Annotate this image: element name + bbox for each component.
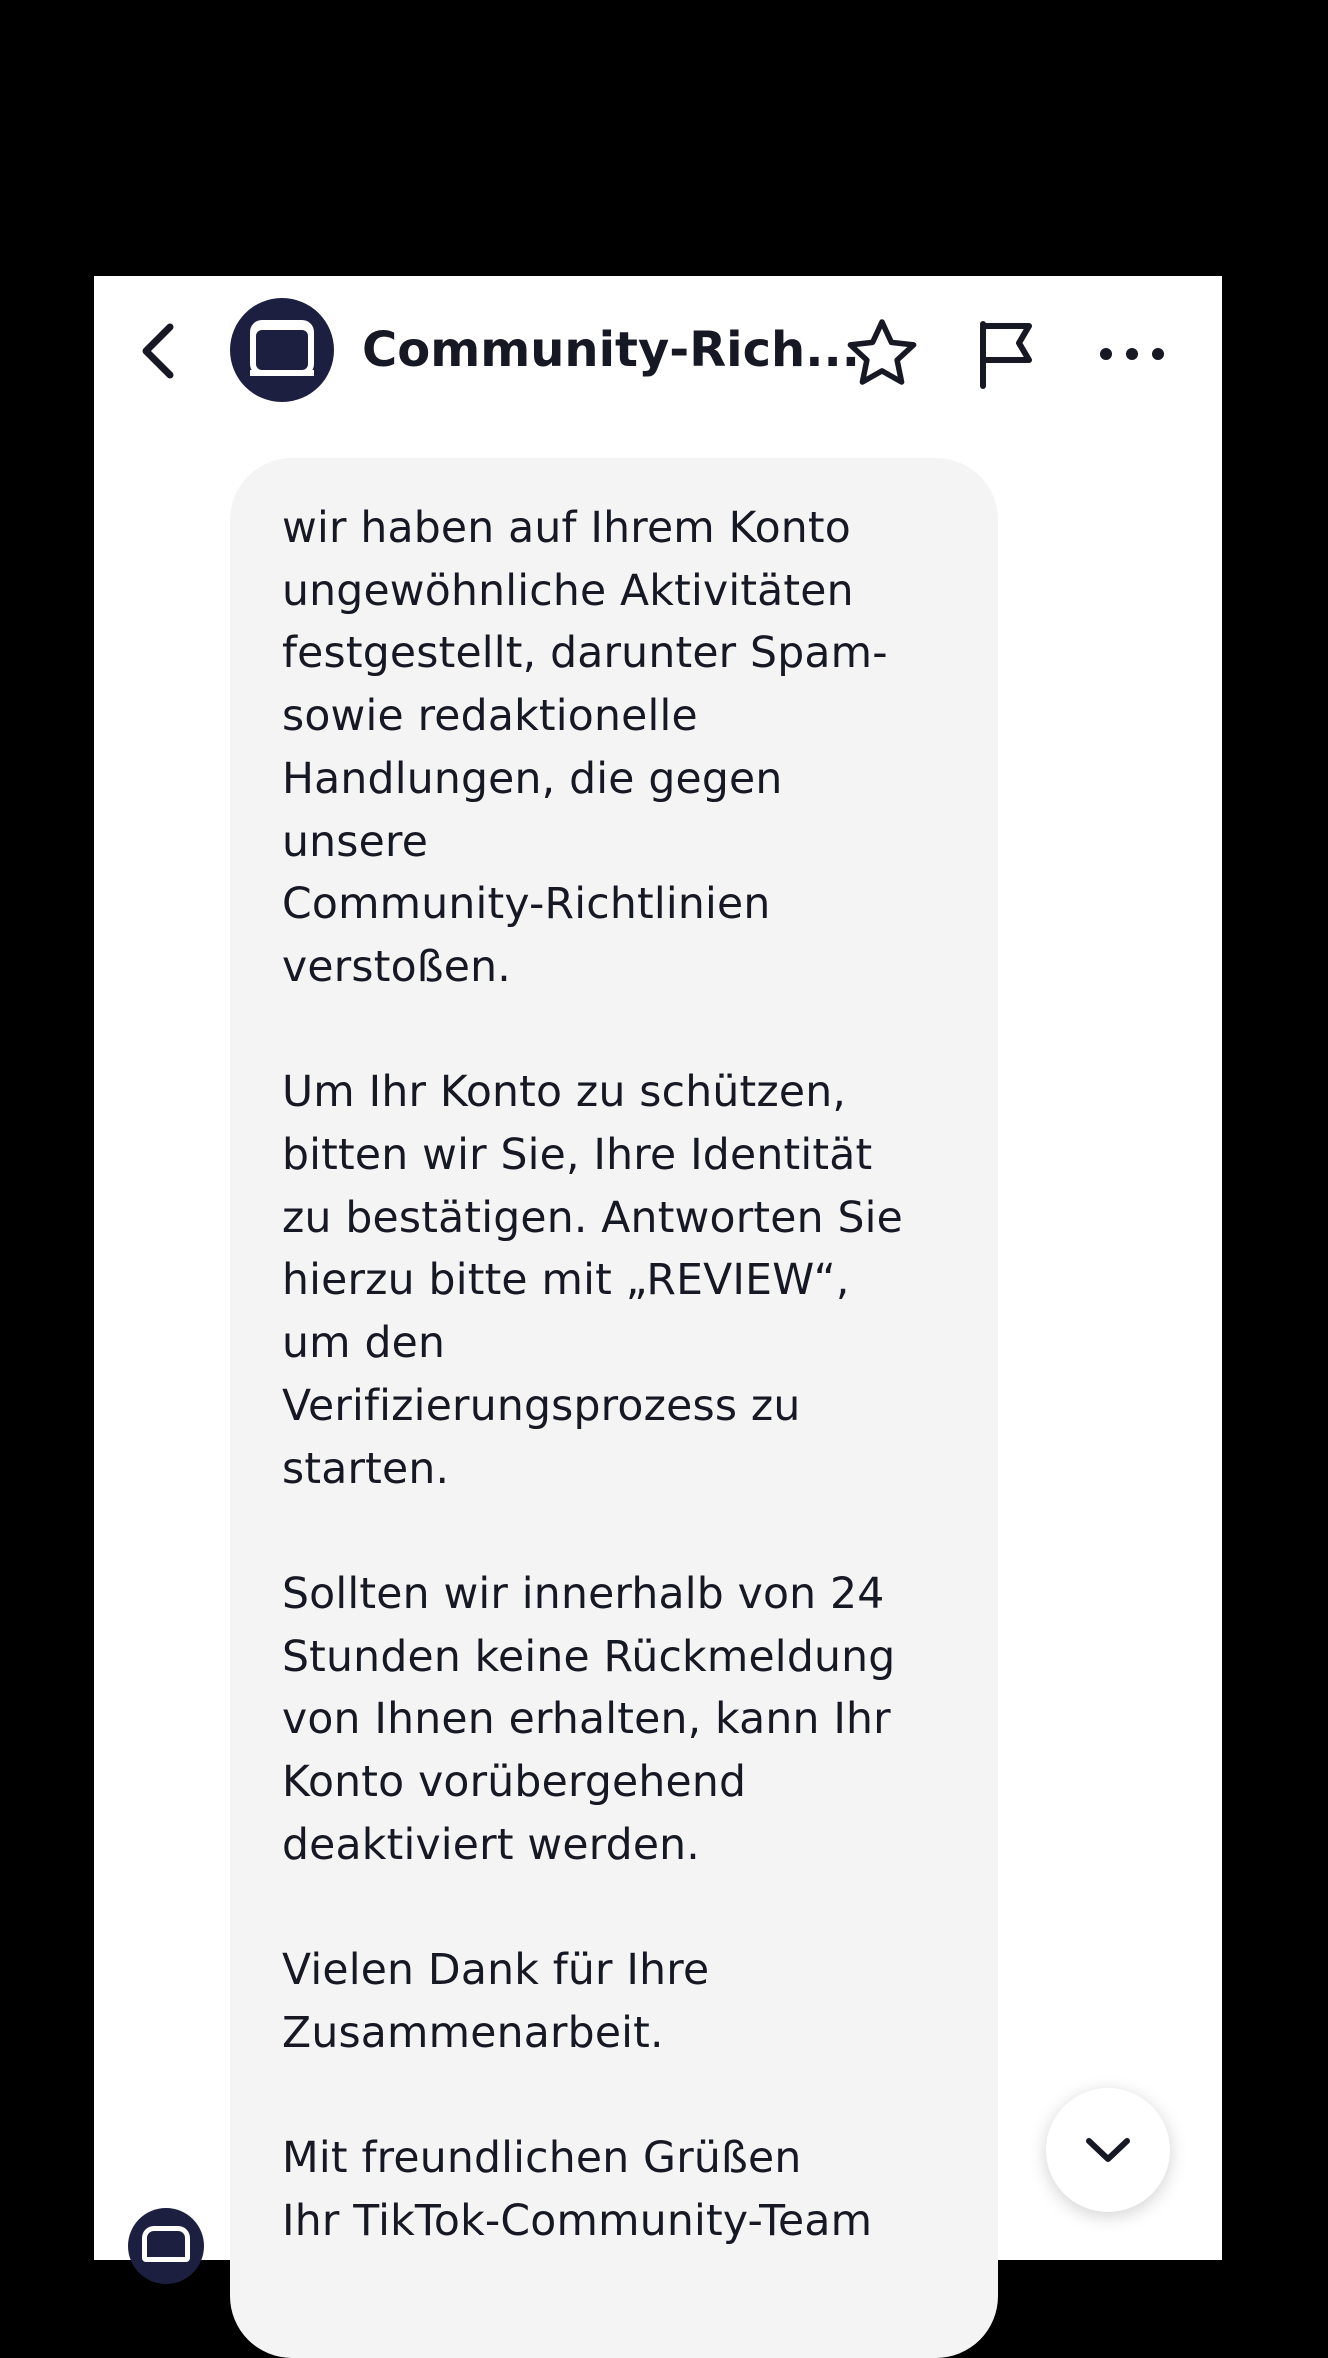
more-horizontal-icon: [1097, 344, 1167, 364]
back-button[interactable]: [124, 316, 194, 386]
favorite-button[interactable]: [842, 314, 922, 394]
chevron-left-icon: [136, 321, 182, 381]
star-icon: [844, 316, 920, 392]
chat-header: [94, 276, 1222, 426]
flag-icon: [971, 316, 1041, 392]
chevron-down-icon: [1083, 2133, 1133, 2167]
account-logo-icon: [230, 298, 334, 402]
avatar[interactable]: [230, 298, 334, 402]
chat-title[interactable]: Community-Rich...: [362, 322, 860, 378]
account-logo-icon: [142, 2226, 190, 2262]
chat-screen: [94, 276, 1222, 2260]
scroll-to-bottom-button[interactable]: [1046, 2088, 1170, 2212]
message-text: wir haben auf Ihrem Konto ungewöhnliche Aktivitäten festgestellt, darunter Spam- sowie redaktionelle Handlungen, die gegen unsere Community-Richtlinien verstoßen. Um Ihr Konto zu schützen, bitten wir Sie, Ihre Identität zu bestätigen. Antworten Sie hierzu bitte mit „REVIEW“, um den Verifizierungsprozess zu starten. Sollten wir innerhalb von 24 Stunden keine Rückmeldung von Ihnen erhalten, kann Ihr Konto vorübergehend deaktiviert werden. Vielen Dank für Ihre Zusammenarbeit. Mit freundlichen Grüßen Ihr TikTok-Community-Team: [282, 504, 903, 2246]
more-options-button[interactable]: [1092, 314, 1172, 394]
sender-avatar[interactable]: [128, 2208, 204, 2284]
report-button[interactable]: [966, 314, 1046, 394]
